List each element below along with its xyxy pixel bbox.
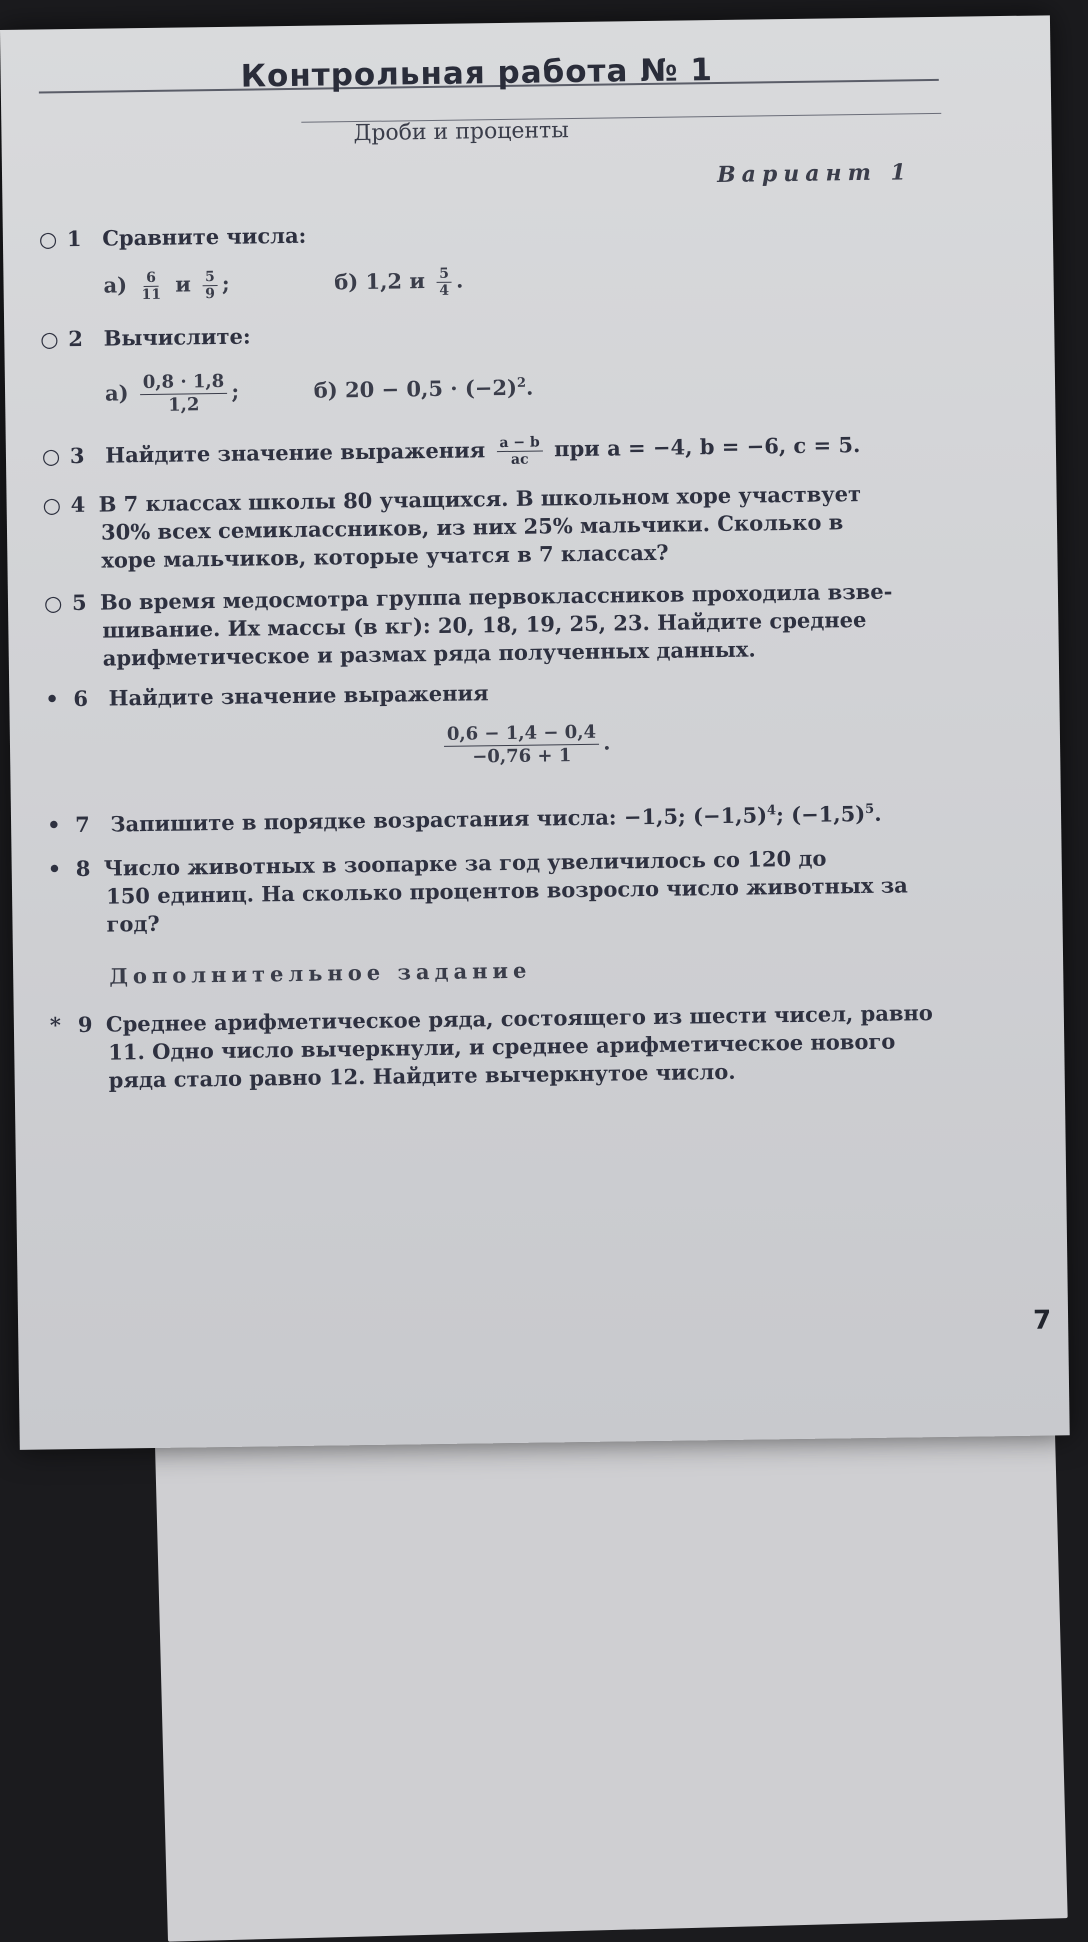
- fraction: $\frac{0,6 - 1,4 - 0,4}{-0,76 + 1}$: [444, 722, 600, 769]
- task-number: 6: [73, 685, 89, 712]
- task-number: 3: [69, 442, 85, 469]
- task-text: при a = −4, b = −6, c = 5.: [553, 432, 861, 462]
- task-text: Сравните числа:: [102, 222, 307, 251]
- task-marker: ○: [42, 492, 62, 518]
- task-marker: ○: [43, 590, 63, 616]
- extra-task-heading: Дополнительное задание: [109, 957, 532, 989]
- task-3: [42, 430, 861, 474]
- task-text: Вычислите:: [103, 323, 251, 351]
- fraction: $\frac{6}{11}$: [141, 269, 162, 304]
- page-subtitle: Дроби и проценты: [353, 118, 569, 147]
- fraction: $\frac{0,8 \cdot 1,8}{1,2}$: [140, 371, 228, 417]
- task-text: Найдите значение выражения: [105, 437, 486, 468]
- task-6-expression: $\frac{0,6 - 1,4 - 0,4}{-0,76 + 1}$ .: [440, 722, 611, 769]
- task-1: [39, 222, 307, 254]
- fraction: $\frac{5}{4}$: [436, 266, 452, 299]
- fraction: $\frac{a - b}{ac}$: [496, 434, 543, 468]
- task-number: 5: [71, 589, 87, 616]
- task-4: ○ 4 В 7 классах школы 80 учащихся. В школьном хоре участвует 30% всех семиклассников, из них 25% мальчики. Сколько в хоре мальчиков, которые учатся в 7 классах?: [42, 481, 862, 573]
- task-marker: ○: [38, 226, 58, 252]
- task-marker: *: [49, 1012, 62, 1038]
- page-number: 7: [1032, 1305, 1052, 1336]
- task-5: ○ 5 Во время медосмотра группа первоклассников проходила взве- шивание. Их массы (в кг): 20, 18, 19, 25, 23. Найдите среднее арифметическое и размах ряда полученных данных.: [43, 578, 893, 671]
- page-title: Контрольная работа № 1: [240, 52, 714, 95]
- task-number: 7: [74, 811, 90, 838]
- task-number: 9: [77, 1011, 93, 1038]
- task-marker: •: [45, 686, 59, 712]
- fraction: $\frac{5}{9}$: [202, 269, 218, 302]
- task-2-parts: а) $\frac{0,8 \cdot 1,8}{1,2}$ ; б) $20 - 0,5 \cdot (-2)^2$.: [104, 370, 534, 416]
- task-marker: •: [47, 856, 62, 882]
- task-marker: ○: [41, 443, 61, 469]
- task-6: • 6 Найдите значение выражения: [45, 680, 489, 712]
- worksheet-page: [0, 15, 1070, 1450]
- task-marker: •: [46, 812, 61, 838]
- task-7: • 7 Запишите в порядке возрастания числа: −1,5; $(-1,5)^4$; $(-1,5)^5$.: [46, 800, 882, 838]
- task-number: 4: [70, 491, 86, 518]
- task-2: [40, 323, 251, 354]
- task-marker: ○: [40, 326, 59, 352]
- task-8: • 8 Число животных в зоопарке за год увеличилось со 120 до 150 единиц. На сколько процентов возросло число животных за год?: [47, 845, 908, 937]
- task-9: * 9 Среднее арифметическое ряда, состоящего из шести чисел, равно 11. Одно число вычеркнули, и среднее арифметическое нового ряда стало равно 12. Найдите вычеркнутое число.: [49, 1000, 933, 1093]
- task-number: 1: [66, 225, 82, 252]
- task-number: 8: [75, 855, 91, 882]
- variant-label: Вариант 1: [716, 159, 913, 189]
- task-1-parts: а) $\frac{6}{11}$ и $\frac{5}{9}$ ; б) 1,2 и $\frac{5}{4}$ .: [103, 265, 464, 304]
- task-number: 2: [68, 325, 84, 352]
